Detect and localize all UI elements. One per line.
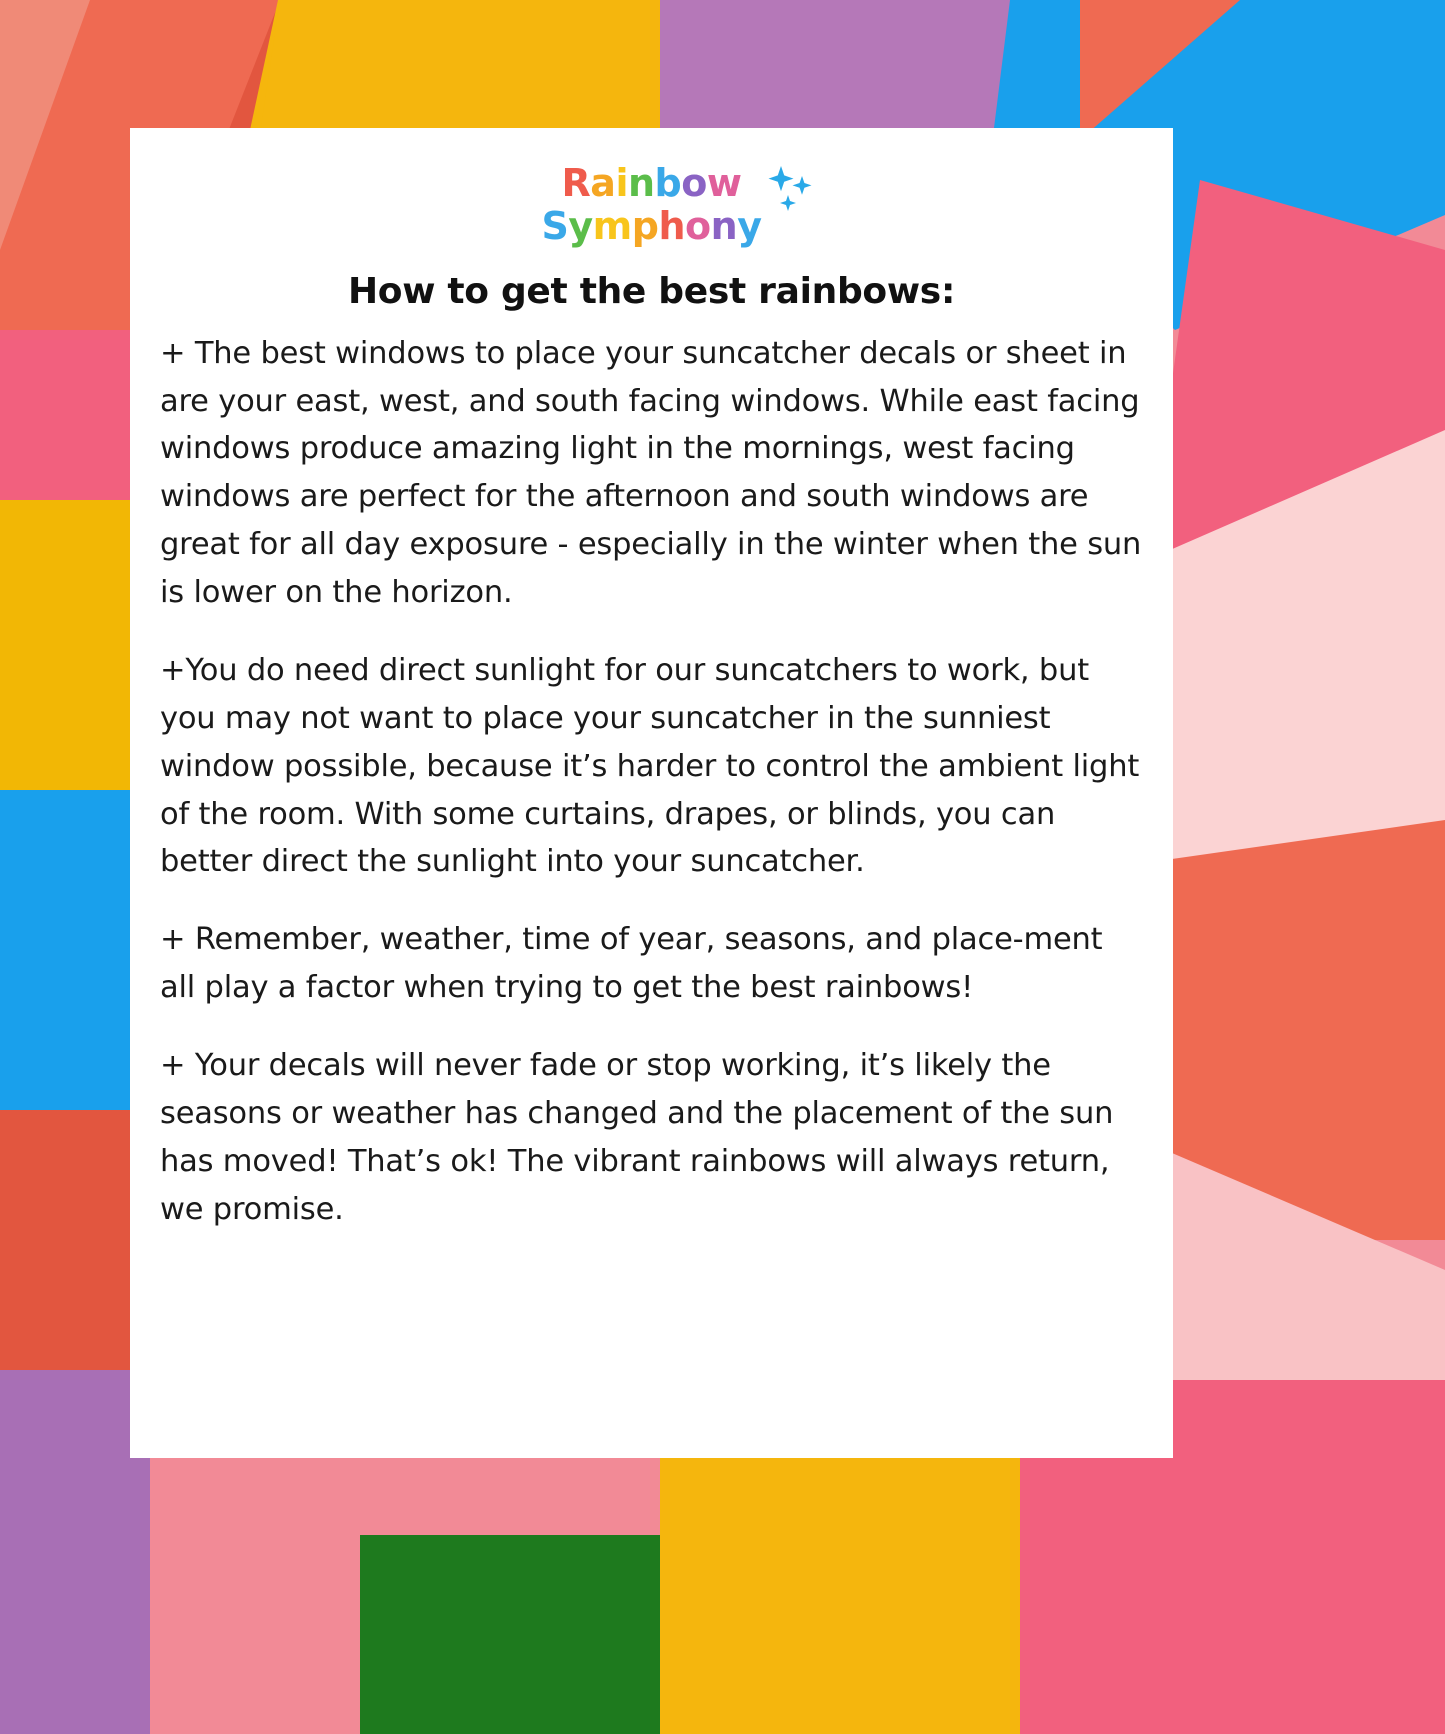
paragraph-fading: + Your decals will never fade or stop working, it’s likely the seasons or weather has changed and the placement of the sun has moved! That’s ok! The vibrant rainbows will always return, we promise. <box>160 1048 1114 1227</box>
bg-shape-yellow-bottom <box>660 1455 1030 1734</box>
bg-shape-pink-bottomright <box>1020 1455 1180 1734</box>
page-title: How to get the best rainbows: <box>347 270 956 312</box>
brand-line-2: Symphony <box>541 204 762 249</box>
brand-logo <box>158 162 1145 249</box>
bg-shape-red-left <box>0 1110 150 1390</box>
paragraph-sunlight: +You do need direct sunlight for our suncatchers to work, but you may not want to place your suncatcher in the sunniest window possible, because it’s harder to control the ambient light of the room. With some curtains, drapes, or blinds, you can better direct the sunlight into your suncatcher. <box>160 652 1140 880</box>
sparkle-stars-icon <box>761 164 817 216</box>
bg-shape-pink-rightlow <box>1165 1380 1445 1734</box>
bg-shape-blue-left <box>0 790 150 1120</box>
paragraph-windows: + The best windows to place your suncatcher decals or sheet in are your east, west, and south facing windows. While east facing windows produce amazing light in the mornings, west facing windows are perfect for the afternoon and south windows are great for all day exposure - especially in the winter when the sun is lower on the horizon. <box>160 335 1142 610</box>
brand-logo-text <box>542 162 762 249</box>
content-card <box>130 128 1173 1458</box>
paragraph-factors: + Remember, weather, time of year, seasons, and place-ment all play a factor when trying to get the best rainbows! <box>160 922 1103 1006</box>
bg-shape-yellow-left <box>0 500 150 800</box>
brand-line-1: Rainbow <box>561 161 742 205</box>
bg-shape-green-bottom <box>360 1535 660 1734</box>
